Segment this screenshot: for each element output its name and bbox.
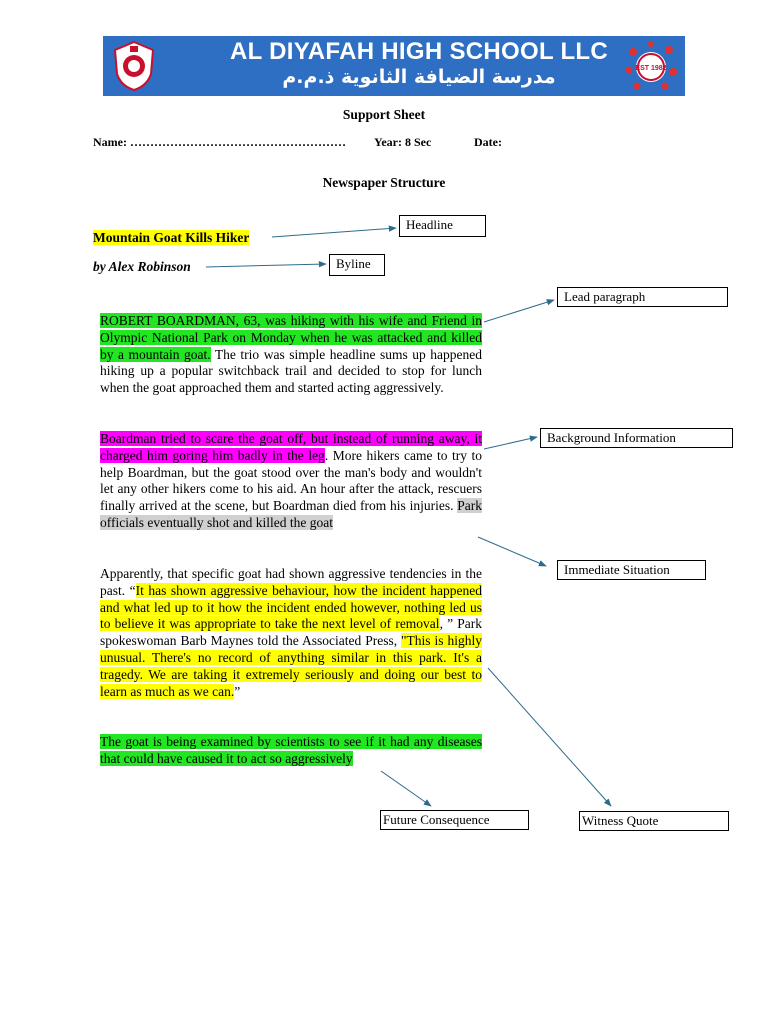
label-immediate-situation: Immediate Situation <box>557 560 706 580</box>
background-rest: . More hikers came to try to help Boardman, but the goat stood over the man's body and wouldn't let any other hikers come to his aid. An hour after the attack, rescuers finally arrived at the scene, but Boardman died from his injuries. <box>100 447 482 514</box>
background-paragraph <box>100 431 482 532</box>
arrow-future <box>381 771 431 806</box>
year-field: Year: 8 Sec <box>374 135 432 149</box>
quote-two: "This is highly unusual. There's no record of anything similar in this park. It's a tragedy. We are taking it extremely seriously and doing our best to learn as much as we can. <box>100 633 482 699</box>
arrow-lead <box>484 300 554 322</box>
school-crest-icon <box>111 40 157 92</box>
background-highlight: Boardman tried to scare the goat off, but instead of running away, it charged him goring him badly in the leg <box>100 431 482 463</box>
label-lead-paragraph: Lead paragraph <box>557 287 728 307</box>
lead-paragraph <box>100 313 482 397</box>
future-highlight: The goat is being examined by scientists to see if it had any diseases that could have caused it to act so aggressively <box>100 734 482 766</box>
lead-highlight: ROBERT BOARDMAN, 63, was hiking with his wife and Friend in Olympic National Park on Monday when he was attacked and killed by a mountain goat. <box>100 313 482 362</box>
headline-text: Mountain Goat Kills Hiker <box>93 230 250 245</box>
future-paragraph <box>100 734 482 768</box>
byline: by Alex Robinson <box>93 259 191 274</box>
section-title: Newspaper Structure <box>322 175 446 190</box>
quote-one: It has shown aggressive behaviour, how the incident happened and what led up to it how the incident ended however, nothing led us to believe it was appropriate to take the next level of removal <box>100 582 482 632</box>
arrow-background <box>484 437 537 449</box>
label-future-consequence: Future Consequence <box>380 810 529 830</box>
label-background-information: Background Information <box>540 428 733 448</box>
quote-close: ” <box>234 683 241 699</box>
est-badge-icon <box>623 40 679 92</box>
immediate-situation-highlight: Park officials eventually shot and killed the goat <box>100 498 482 530</box>
date-field: Date: <box>474 135 502 149</box>
arrow-immediate <box>478 537 546 566</box>
quote-intro: Apparently, that specific goat had shown aggressive tendencies in the past. “ <box>100 566 482 598</box>
quote-paragraph <box>100 566 482 700</box>
name-field: Name: ……………………………………………… <box>93 135 346 149</box>
school-name-english: AL DIYAFAH HIGH SCHOOL LLC <box>229 38 609 65</box>
arrow-byline <box>206 264 326 267</box>
sheet-title: Support Sheet <box>342 107 426 122</box>
label-byline: Byline <box>329 254 385 276</box>
arrow-headline <box>272 228 396 237</box>
school-banner <box>103 36 685 96</box>
quote-attribution: , ” Park spokeswoman Barb Maynes told the Associated Press, <box>100 616 482 649</box>
label-witness-quote: Witness Quote <box>579 811 729 831</box>
lead-rest: The trio was simple headline sums up happened hiking up a popular switchback trail and decided to stop for lunch when the goat approached them and started acting aggressively. <box>100 346 482 396</box>
est-badge-text: EST 1982 <box>635 65 667 72</box>
arrow-witness <box>488 668 611 806</box>
school-name-arabic: مدرسة الضيافة الثانوية ذ.م.م <box>282 66 556 88</box>
label-headline: Headline <box>399 215 486 237</box>
headline <box>93 230 249 246</box>
